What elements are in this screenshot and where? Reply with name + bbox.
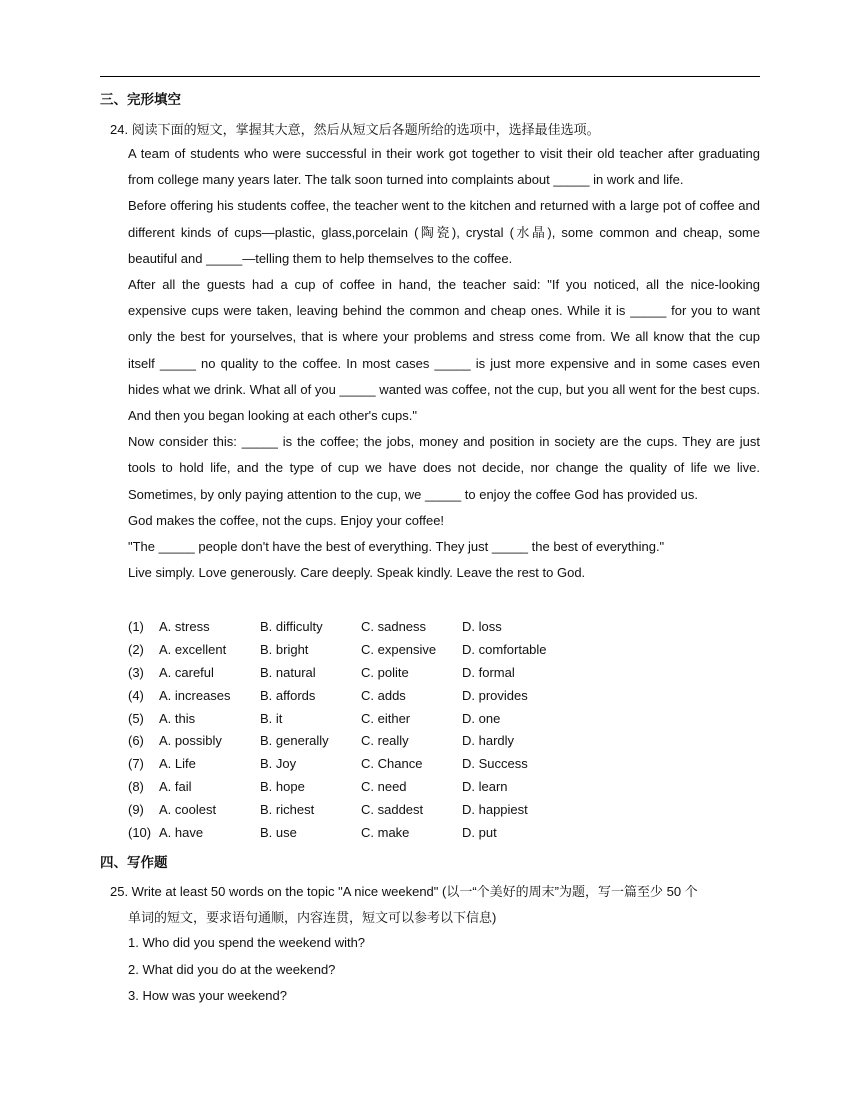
passage-paragraph: A team of students who were successful in their work got together to visit their old teacher after graduating from college many years later. The talk soon turned into complaints about _____ in work and life. [128,146,760,188]
option-b: B. natural [260,664,316,680]
option-number: (9) [128,802,144,818]
option-a: A. increases [159,687,231,703]
writing-prompt-item: 2. What did you do at the weekend? [128,961,336,977]
option-d: D. comfortable [462,641,547,657]
option-row [128,639,768,662]
option-c: C. polite [361,664,409,680]
option-row [128,616,768,639]
option-c: C. saddest [361,802,424,818]
option-b: B. bright [260,641,309,657]
option-d: D. happiest [462,802,528,818]
option-a: A. possibly [159,733,222,749]
writing-prompt-item: 1. Who did you spend the weekend with? [128,935,366,950]
question-25-first-line: 25. Write at least 50 words on the topic "A nice weekend" (以一“个美好的周末”为题，写一篇至少 50 个 [110,884,698,899]
option-a: A. this [159,710,196,726]
passage-paragraph: After all the guests had a cup of coffee in hand, the teacher said: "If you noticed, all the nice-looking expensive cups were taken, leaving behind the common and cheap ones. While it is _____ for you to want only the best for yourselves, that is where your problems and stress come from. We all know that the cup itself _____ no quality to the coffee. In most cases _____ is just more expensive and in some cases even hides what we drink. What all of you _____ wanted was coffee, not the cup, but you all went for the best cups. And then you began looking at each other's cups." [128,277,760,424]
option-c: C. adds [361,687,406,703]
option-d: D. put [462,825,497,841]
option-row [128,730,768,753]
option-d: D. hardly [462,733,515,749]
option-c: C. sadness [361,619,427,634]
passage-paragraph: "The _____ people don't have the best of everything. They just _____ the best of everything." [128,539,665,555]
option-b: B. generally [260,733,329,749]
option-a: A. have [159,825,204,841]
option-d: D. one [462,710,501,726]
option-row [128,685,768,708]
section-heading-writing: 四、写作题 [100,855,168,870]
option-number: (10) [128,825,152,841]
question-25-continuation: 单词的短文，要求语句通顺，内容连贯，短文可以参考以下信息) [128,910,497,925]
option-d: D. learn [462,779,508,795]
option-a: A. excellent [159,641,227,657]
option-b: B. difficulty [260,619,323,634]
option-b: B. hope [260,779,305,795]
passage-paragraph: Before offering his students coffee, the teacher went to the kitchen and returned with a large pot of coffee and different kinds of cups—plastic, glass,porcelain (陶瓷), crystal (水晶), some common and cheap, some beautiful and _____—telling them to help themselves to the coffee. [128,198,760,266]
option-c: C. really [361,733,409,749]
option-a: A. fail [159,779,192,795]
option-row [128,708,768,731]
option-number: (6) [128,733,144,749]
option-a: A. coolest [159,802,217,818]
passage [128,141,760,586]
option-b: B. use [260,825,297,841]
option-b: B. affords [260,687,316,703]
option-number: (7) [128,756,144,772]
option-d: D. provides [462,687,528,703]
option-number: (5) [128,710,144,726]
option-d: D. Success [462,756,528,772]
option-c: C. expensive [361,641,437,657]
writing-prompt-item: 3. How was your weekend? [128,988,287,1003]
option-number: (8) [128,779,144,795]
option-row [128,822,768,845]
option-c: C. make [361,825,410,841]
option-number: (1) [128,619,144,634]
option-d: D. loss [462,619,502,634]
option-number: (4) [128,687,144,703]
question-25 [110,879,760,931]
option-c: C. Chance [361,756,423,772]
top-rule [100,76,760,77]
passage-paragraph: Now consider this: _____ is the coffee; the jobs, money and position in society are the cups. They are just tools to hold life, and the type of cup we have does not decide, nor change the quality of life we live. Sometimes, by only paying attention to the cup, we _____ to enjoy the coffee God has provided us. [128,434,760,502]
option-c: C. need [361,779,407,795]
option-number: (2) [128,641,144,657]
option-b: B. Joy [260,756,297,772]
option-b: B. richest [260,802,315,818]
option-a: A. Life [159,756,196,772]
option-row [128,776,768,799]
question-24-instruction: 24. 阅读下面的短文，掌握其大意，然后从短文后各题所给的选项中，选择最佳选项。 [110,122,600,137]
option-a: A. stress [159,619,210,634]
passage-paragraph: Live simply. Love generously. Care deeply. Speak kindly. Leave the rest to God. [128,565,586,581]
option-row [128,799,768,822]
writing-prompts [128,930,365,1010]
passage-paragraph: God makes the coffee, not the cups. Enjoy your coffee! [128,512,445,528]
option-row [128,662,768,685]
option-a: A. careful [159,664,214,680]
option-b: B. it [260,710,283,726]
options-table [128,616,768,845]
section-heading-cloze: 三、完形填空 [100,92,181,107]
option-d: D. formal [462,664,515,680]
option-c: C. either [361,710,411,726]
option-row [128,753,768,776]
option-number: (3) [128,664,144,680]
